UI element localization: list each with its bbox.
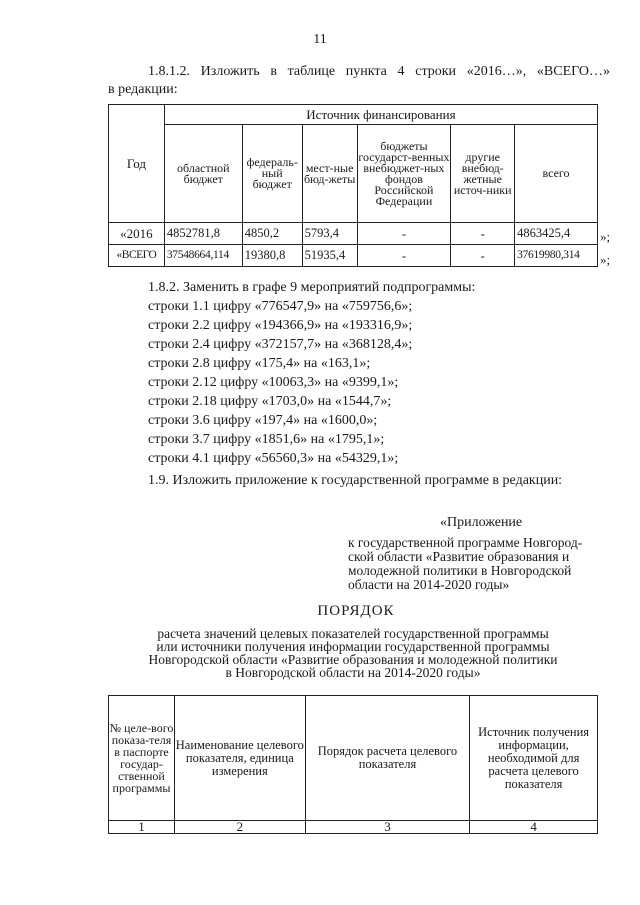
table-row xyxy=(109,821,598,834)
cell-total: 37619980,314 xyxy=(515,245,598,267)
heading-poryadok: ПОРЯДОК xyxy=(317,603,395,619)
paragraph-1-line-1: 1.8.1.2. Изложить в таблице пункта 4 строки «2016…», «ВСЕГО…» xyxy=(148,64,610,79)
header-other-sources: другие внебюд-жетные источ-ники xyxy=(451,125,515,223)
cell-extrabudgetary: - xyxy=(357,223,451,245)
header-calculation-order: Порядок расчета целевого показателя xyxy=(305,696,470,821)
cell-extrabudgetary: - xyxy=(357,245,451,267)
cell-local: 51935,4 xyxy=(302,245,357,267)
column-number-4: 4 xyxy=(470,821,598,834)
line-item: строки 2.18 цифру «1703,0» на «1544,7»; xyxy=(148,394,392,409)
header-information-source: Источник получения информации, необходимой для расчета целевого показателя xyxy=(470,696,598,821)
cell-regional: 4852781,8 xyxy=(164,223,242,245)
line-item: строки 2.2 цифру «194366,9» на «193316,9»; xyxy=(148,318,413,333)
header-federal-budget: федераль-ный бюджет xyxy=(242,125,302,223)
line-1-8-2: 1.8.2. Заменить в графе 9 мероприятий подпрограммы: xyxy=(148,280,476,295)
row-year: «2016 xyxy=(109,223,165,245)
table-row xyxy=(109,245,598,267)
line-item: строки 2.12 цифру «10063,3» на «9399,1»; xyxy=(148,375,399,390)
row-year: «ВСЕГО xyxy=(109,245,165,267)
header-regional-budget: областной бюджет xyxy=(164,125,242,223)
line-item: строки 2.4 цифру «372157,7» на «368128,4»; xyxy=(148,337,413,352)
cell-other: - xyxy=(451,223,515,245)
indicators-table xyxy=(108,695,598,834)
appendix-title: «Приложение xyxy=(440,515,523,530)
subheading: расчета значений целевых показателей государственной программы или источники получения информации государственной программы Новгородской области «Развитие образования и молодежной политики в Новгородской области на 2014-2020 годы» xyxy=(148,626,558,680)
row-2-tail: »; xyxy=(600,252,611,267)
paragraph-1-line-2: в редакции: xyxy=(108,82,178,97)
line-item: строки 3.6 цифру «197,4» на «1600,0»; xyxy=(148,413,378,428)
line-1-9: 1.9. Изложить приложение к государственной программе в редакции: xyxy=(148,473,563,488)
header-indicator-name: Наименование целевого показателя, единица измерения xyxy=(174,696,305,821)
header-indicator-number: № целе-вого показа-теля в паспорте государ-ственной программы xyxy=(109,696,175,821)
header-local-budgets: мест-ные бюд-жеты xyxy=(302,125,357,223)
header-total: всего xyxy=(515,125,598,223)
header-extrabudgetary-funds: бюджеты государст-венных внебюджет-ных фондов Российской Федерации xyxy=(357,125,451,223)
line-item: строки 3.7 цифру «1851,6» на «1795,1»; xyxy=(148,432,385,447)
line-item: строки 4.1 цифру «56560,3» на «54329,1»; xyxy=(148,451,399,466)
table-row xyxy=(109,223,598,245)
cell-regional: 37548664,114 xyxy=(164,245,242,267)
page-number: 11 xyxy=(313,32,327,47)
column-number-1: 1 xyxy=(109,821,175,834)
column-number-3: 3 xyxy=(305,821,470,834)
cell-federal: 19380,8 xyxy=(242,245,302,267)
cell-other: - xyxy=(451,245,515,267)
header-financing-source: Источник финансирования xyxy=(164,105,597,125)
line-item: строки 2.8 цифру «175,4» на «163,1»; xyxy=(148,356,371,371)
cell-federal: 4850,2 xyxy=(242,223,302,245)
cell-local: 5793,4 xyxy=(302,223,357,245)
row-1-tail: »; xyxy=(600,229,611,244)
line-item: строки 1.1 цифру «776547,9» на «759756,6»; xyxy=(148,299,413,314)
cell-total: 4863425,4 xyxy=(515,223,598,245)
column-number-2: 2 xyxy=(174,821,305,834)
appendix-text: к государственной программе Новгород- ской области «Развитие образования и молодежной политики в Новгородской области на 2014-2020 годы» xyxy=(348,535,583,592)
header-year: Год xyxy=(109,105,165,223)
financing-table xyxy=(108,104,598,267)
